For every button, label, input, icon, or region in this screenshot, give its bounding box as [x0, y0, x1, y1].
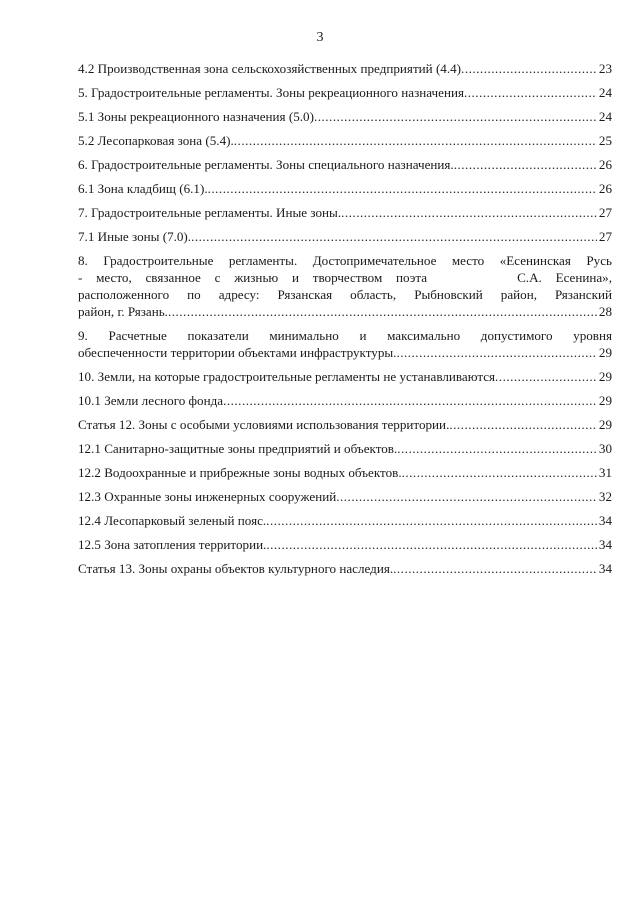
toc-entry[interactable]	[78, 488, 612, 505]
toc-entry-title: 5.1 Зоны рекреационного назначения (5.0)	[78, 109, 314, 124]
toc-entry-line-pair	[78, 269, 612, 286]
leader-dots	[449, 416, 597, 433]
toc-entry-line: обеспеченности территории объектами инфраструктуры.	[78, 345, 397, 360]
toc-entry-title: 5. Градостроительные регламенты. Зоны рекреационного назначения	[78, 85, 464, 100]
toc-entry-page: 29	[598, 417, 612, 432]
toc-entry-page: 29	[598, 393, 612, 408]
leader-dots	[208, 180, 597, 197]
toc-entry[interactable]	[78, 416, 612, 433]
toc-entry[interactable]	[78, 180, 612, 197]
toc-entry-title: 12.3 Охранные зоны инженерных сооружений	[78, 489, 337, 504]
toc-entry-line: 8. Градостроительные регламенты. Достопримечательное место «Есенинская Русь	[78, 253, 612, 268]
toc-entry-page: 24	[598, 85, 612, 100]
toc-entry-line: 9. Расчетные показатели минимально и максимально допустимого уровня	[78, 328, 612, 343]
leader-dots	[168, 303, 597, 320]
leader-dots	[336, 488, 597, 505]
toc-entry[interactable]	[78, 368, 612, 385]
toc-entry-title: 10.1 Земли лесного фонда	[78, 393, 224, 408]
toc-entry-title: 6. Градостроительные регламенты. Зоны специального назначения.	[78, 157, 454, 172]
toc-entry-page: 27	[598, 229, 612, 244]
leader-dots	[191, 228, 597, 245]
toc-entry[interactable]	[78, 228, 612, 245]
leader-dots	[454, 156, 597, 173]
leader-dots	[393, 560, 597, 577]
toc-entry-page: 26	[598, 181, 612, 196]
leader-dots	[397, 440, 597, 457]
toc-entry[interactable]	[78, 84, 612, 101]
toc-entry-page: 34	[598, 561, 612, 576]
toc-entry-page: 24	[598, 109, 612, 124]
toc-entry-page: 29	[598, 345, 612, 360]
toc-entry-line: район, г. Рязань.	[78, 304, 168, 319]
toc-entry[interactable]	[78, 560, 612, 577]
toc-entry[interactable]	[78, 108, 612, 125]
toc-entry[interactable]	[78, 327, 612, 361]
toc-entry-title: 12.4 Лесопарковый зеленый пояс.	[78, 513, 267, 528]
table-of-contents	[78, 60, 612, 584]
toc-entry-title: 12.5 Зона затопления территории.	[78, 537, 267, 552]
toc-entry-page: 28	[598, 304, 612, 319]
leader-dots	[266, 536, 597, 553]
leader-dots	[314, 108, 597, 125]
toc-entry-page: 25	[598, 133, 612, 148]
toc-entry[interactable]	[78, 204, 612, 221]
toc-entry-title: 4.2 Производственная зона сельскохозяйственных предприятий (4.4)	[78, 61, 462, 76]
toc-entry-page: 29	[598, 369, 612, 384]
leader-dots	[266, 512, 597, 529]
toc-entry-title: 6.1 Зона кладбищ (6.1).	[78, 181, 208, 196]
toc-entry[interactable]	[78, 512, 612, 529]
toc-entry[interactable]	[78, 132, 612, 149]
leader-dots	[234, 132, 597, 149]
leader-dots	[402, 464, 597, 481]
toc-entry-title: 7. Градостроительные регламенты. Иные зоны.	[78, 205, 342, 220]
toc-entry-title: Статья 12. Зоны с особыми условиями использования территории.	[78, 417, 450, 432]
toc-entry[interactable]	[78, 156, 612, 173]
toc-entry-page: 31	[598, 465, 612, 480]
toc-entry-page: 26	[598, 157, 612, 172]
leader-dots	[396, 344, 596, 361]
leader-dots	[223, 392, 597, 409]
leader-dots	[495, 368, 597, 385]
toc-entry-page: 27	[598, 205, 612, 220]
toc-entry-page: 32	[598, 489, 612, 504]
toc-entry-page: 34	[598, 513, 612, 528]
page-number: 3	[316, 30, 324, 45]
toc-entry[interactable]	[78, 252, 612, 320]
leader-dots	[464, 84, 597, 101]
toc-entry-line: - место, связанное с жизнью и творчеством поэта	[78, 270, 428, 285]
leader-dots	[341, 204, 597, 221]
toc-entry-title: 12.2 Водоохранные и прибрежные зоны водных объектов.	[78, 465, 402, 480]
toc-entry-page: 23	[598, 61, 612, 76]
toc-entry-page: 34	[598, 537, 612, 552]
toc-entry-line: расположенного по адресу: Рязанская область, Рыбновский район, Рязанский	[78, 287, 612, 302]
toc-entry[interactable]	[78, 392, 612, 409]
toc-entry-page: 30	[598, 441, 612, 456]
toc-entry-title: Статья 13. Зоны охраны объектов культурного наследия.	[78, 561, 394, 576]
toc-entry-title: 10. Земли, на которые градостроительные регламенты не устанавливаются	[78, 369, 496, 384]
leader-dots	[461, 60, 597, 77]
toc-entry-line: С.А. Есенина»,	[517, 270, 612, 285]
toc-entry[interactable]	[78, 440, 612, 457]
toc-entry[interactable]	[78, 464, 612, 481]
toc-entry-title: 7.1 Иные зоны (7.0).	[78, 229, 192, 244]
toc-entry-title: 12.1 Санитарно-защитные зоны предприятий и объектов.	[78, 441, 398, 456]
toc-entry[interactable]	[78, 60, 612, 77]
toc-entry[interactable]	[78, 536, 612, 553]
toc-entry-title: 5.2 Лесопарковая зона (5.4).	[78, 133, 234, 148]
